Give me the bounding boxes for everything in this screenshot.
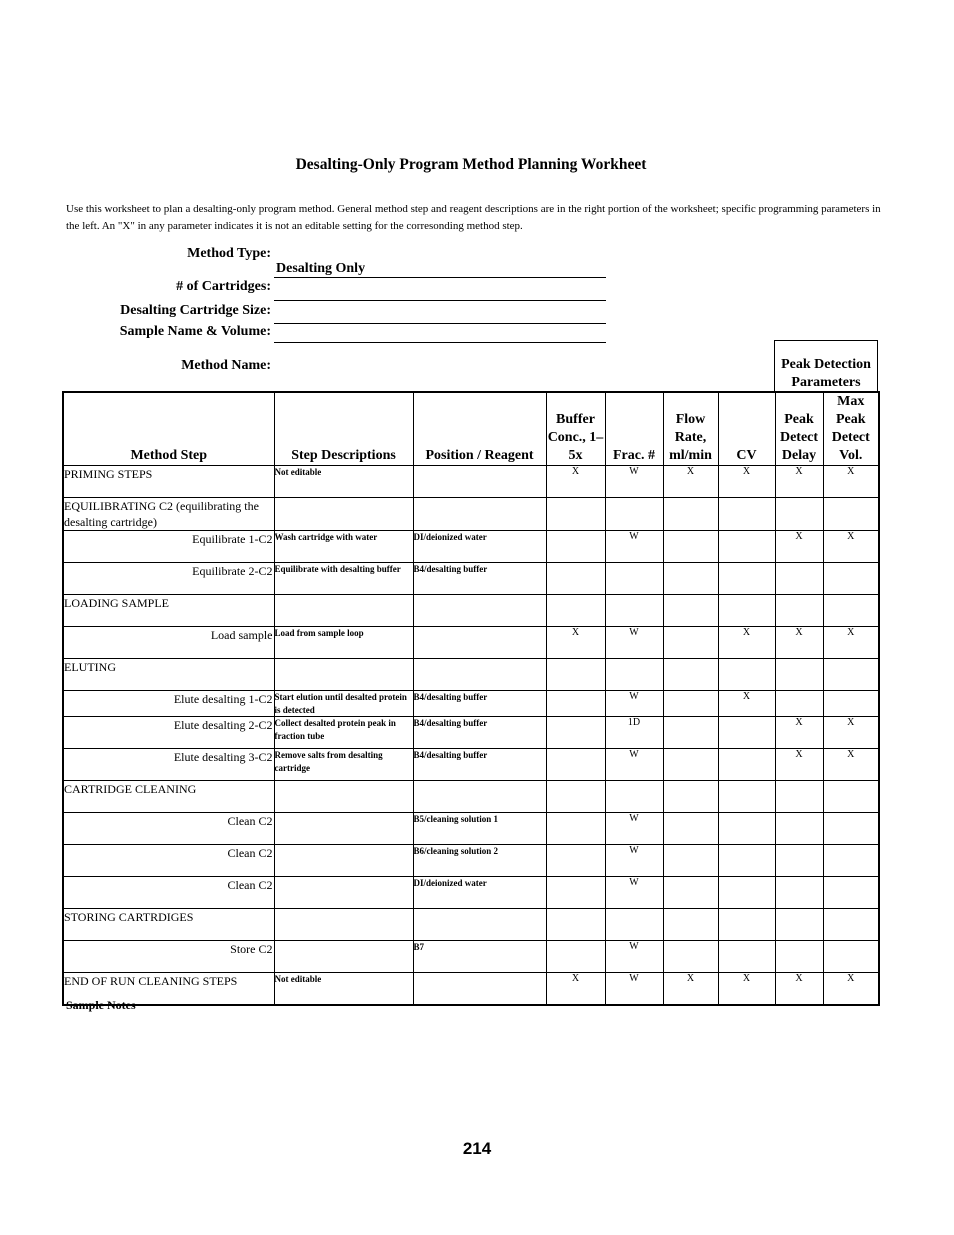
buffer-conc-cell[interactable] [546,877,605,909]
position-reagent-cell [413,909,546,941]
step-description-cell: Start elution until desalted protein is detected [274,691,413,717]
peak-detection-title: Peak Detection Parameters [781,357,871,390]
table-row [63,627,879,659]
page-number: 214 [462,1139,492,1158]
cv-cell[interactable] [718,595,775,627]
peak-delay-cell[interactable]: X [775,973,823,1005]
method-name-label: Method Name: [181,358,271,373]
cartridges-label: # of Cartridges: [176,279,271,294]
frac-cell[interactable]: W [605,691,663,717]
step-description-cell [274,659,413,691]
instructions-text: Use this worksheet to plan a desalting-only program method. General method step and reagent descriptions are in the right portion of the worksheet; specific programming parameters in the left. An "X" in any parameter indicates it is not an editable setting for the corresonding method step. [66,203,881,232]
method-step-cell: Elute desalting 3-C2 [63,749,274,781]
position-reagent-cell: B7 [413,941,546,973]
step-description-cell [274,877,413,909]
buffer-conc-cell[interactable]: X [546,627,605,659]
method-step-cell: Equilibrate 1-C2 [63,531,274,563]
step-description-cell [274,595,413,627]
cartridge-size-field[interactable] [274,305,606,324]
step-description-cell: Not editable [274,973,413,1005]
frac-cell[interactable]: W [605,749,663,781]
method-step-cell: Load sample [63,627,274,659]
position-reagent-cell: B4/desalting buffer [413,749,546,781]
cartridges-field[interactable] [274,282,606,301]
table-row [63,845,879,877]
step-description-cell [274,845,413,877]
max-peak-vol-cell[interactable]: X [823,973,879,1005]
table-row [63,498,879,531]
method-step-cell: Equilibrate 2-C2 [63,563,274,595]
flow-rate-cell[interactable] [663,909,718,941]
position-reagent-cell: DI/deionized water [413,531,546,563]
header-flow-rate: Flow Rate, ml/min [663,392,718,466]
header-position-reagent: Position / Reagent [413,392,546,466]
peak-delay-cell[interactable]: X [775,717,823,749]
frac-cell[interactable] [605,563,663,595]
flow-rate-cell[interactable] [663,659,718,691]
step-description-cell [274,498,413,531]
table-row [63,877,879,909]
flow-rate-cell[interactable] [663,717,718,749]
method-step-cell: LOADING SAMPLE [63,595,274,627]
peak-delay-cell[interactable] [775,595,823,627]
frac-cell[interactable] [605,498,663,531]
position-reagent-cell: B6/cleaning solution 2 [413,845,546,877]
table-row [63,749,879,781]
table-row [63,691,879,717]
method-step-cell: Clean C2 [63,813,274,845]
method-step-cell: END OF RUN CLEANING STEPS [63,973,274,1005]
table-row [63,781,879,813]
buffer-conc-cell[interactable] [546,845,605,877]
buffer-conc-cell[interactable] [546,498,605,531]
cv-cell[interactable] [718,909,775,941]
cv-cell[interactable] [718,717,775,749]
table-row [63,973,879,1005]
cv-cell[interactable] [718,941,775,973]
cv-cell[interactable] [718,781,775,813]
method-step-cell: EQUILIBRATING C2 (equilibrating the desalting cartridge) [63,498,274,531]
frac-cell[interactable]: W [605,466,663,498]
header-method-step: Method Step [63,392,274,466]
method-step-cell: Elute desalting 1-C2 [63,691,274,717]
max-peak-vol-cell[interactable] [823,595,879,627]
table-row [63,563,879,595]
table-row [63,717,879,749]
position-reagent-cell [413,627,546,659]
step-description-cell: Not editable [274,466,413,498]
method-step-cell: ELUTING [63,659,274,691]
max-peak-vol-cell[interactable] [823,941,879,973]
step-description-cell: Remove salts from desalting cartridge [274,749,413,781]
method-type-value: Desalting Only [276,261,366,276]
peak-delay-cell[interactable] [775,813,823,845]
max-peak-vol-cell[interactable]: X [823,466,879,498]
buffer-conc-cell[interactable] [546,813,605,845]
cv-cell[interactable] [718,659,775,691]
flow-rate-cell[interactable] [663,845,718,877]
flow-rate-cell[interactable] [663,627,718,659]
peak-delay-cell[interactable]: X [775,466,823,498]
header-frac: Frac. # [605,392,663,466]
step-description-cell: Collect desalted protein peak in fraction tube [274,717,413,749]
method-step-cell: Clean C2 [63,877,274,909]
peak-delay-cell[interactable] [775,781,823,813]
table-row [63,659,879,691]
buffer-conc-cell[interactable] [546,781,605,813]
max-peak-vol-cell[interactable] [823,909,879,941]
cv-cell[interactable]: X [718,973,775,1005]
step-description-cell [274,781,413,813]
max-peak-vol-cell[interactable] [823,659,879,691]
cartridge-size-label: Desalting Cartridge Size: [120,303,271,318]
flow-rate-cell[interactable] [663,749,718,781]
buffer-conc-cell[interactable] [546,595,605,627]
flow-rate-cell[interactable] [663,941,718,973]
buffer-conc-cell[interactable] [546,531,605,563]
frac-cell[interactable] [605,909,663,941]
frac-cell[interactable]: W [605,877,663,909]
buffer-conc-cell[interactable] [546,749,605,781]
step-description-cell: Equilibrate with desalting buffer [274,563,413,595]
max-peak-vol-cell[interactable] [823,877,879,909]
step-description-cell [274,909,413,941]
frac-cell[interactable] [605,595,663,627]
buffer-conc-cell[interactable] [546,909,605,941]
max-peak-vol-cell[interactable] [823,563,879,595]
flow-rate-cell[interactable] [663,563,718,595]
max-peak-vol-cell[interactable] [823,781,879,813]
peak-delay-cell[interactable]: X [775,627,823,659]
peak-delay-cell[interactable] [775,659,823,691]
step-description-cell [274,941,413,973]
cv-cell[interactable]: X [718,466,775,498]
header-max-peak-detect-vol: Max Peak Detect Vol. [823,392,879,466]
cv-cell[interactable] [718,845,775,877]
cv-cell[interactable]: X [718,691,775,717]
flow-rate-cell[interactable] [663,691,718,717]
buffer-conc-cell[interactable]: X [546,466,605,498]
buffer-conc-cell[interactable] [546,717,605,749]
step-description-cell: Load from sample loop [274,627,413,659]
buffer-conc-cell[interactable] [546,659,605,691]
table-row [63,813,879,845]
flow-rate-cell[interactable] [663,498,718,531]
flow-rate-cell[interactable] [663,781,718,813]
frac-cell[interactable]: 1D [605,717,663,749]
frac-cell[interactable]: W [605,941,663,973]
max-peak-vol-cell[interactable] [823,845,879,877]
cv-cell[interactable] [718,563,775,595]
header-peak-detect-delay: Peak Detect Delay [775,392,823,466]
method-step-cell: Clean C2 [63,845,274,877]
sample-name-volume-label: Sample Name & Volume: [119,324,271,339]
peak-delay-cell[interactable]: X [775,531,823,563]
max-peak-vol-cell[interactable] [823,691,879,717]
position-reagent-cell: B4/desalting buffer [413,563,546,595]
buffer-conc-cell[interactable] [546,691,605,717]
table-row [63,466,879,498]
peak-delay-cell[interactable] [775,909,823,941]
method-step-cell: PRIMING STEPS [63,466,274,498]
cv-cell[interactable]: X [718,627,775,659]
step-description-cell: Wash cartridge with water [274,531,413,563]
cv-cell[interactable] [718,531,775,563]
frac-cell[interactable]: W [605,973,663,1005]
sample-name-volume-field[interactable] [274,324,606,343]
frac-cell[interactable] [605,781,663,813]
peak-delay-cell[interactable] [775,845,823,877]
method-step-cell: Elute desalting 2-C2 [63,717,274,749]
buffer-conc-cell[interactable] [546,941,605,973]
buffer-conc-cell[interactable]: X [546,973,605,1005]
method-planning-table [62,391,880,1006]
position-reagent-cell [413,498,546,531]
flow-rate-cell[interactable] [663,813,718,845]
method-type-label: Method Type: [187,246,271,261]
method-step-cell: CARTRIDGE CLEANING [63,781,274,813]
sample-notes-label: Sample Notes [66,998,136,1012]
frac-cell[interactable]: W [605,845,663,877]
cv-cell[interactable] [718,498,775,531]
frac-cell[interactable]: W [605,531,663,563]
position-reagent-cell [413,973,546,1005]
cv-cell[interactable] [718,813,775,845]
cv-cell[interactable] [718,877,775,909]
peak-delay-cell[interactable] [775,877,823,909]
table-row [63,595,879,627]
header-step-descriptions: Step Descriptions [274,392,413,466]
method-type-field[interactable] [274,259,606,278]
max-peak-vol-cell[interactable] [823,813,879,845]
frac-cell[interactable]: W [605,627,663,659]
max-peak-vol-cell[interactable]: X [823,531,879,563]
peak-delay-cell[interactable]: X [775,749,823,781]
step-description-cell [274,813,413,845]
header-buffer-conc: Buffer Conc., 1–5x [546,392,605,466]
header-cv: CV [718,392,775,466]
flow-rate-cell[interactable]: X [663,466,718,498]
max-peak-vol-cell[interactable]: X [823,627,879,659]
max-peak-vol-cell[interactable]: X [823,717,879,749]
method-step-cell: Store C2 [63,941,274,973]
flow-rate-cell[interactable] [663,877,718,909]
peak-delay-cell[interactable] [775,691,823,717]
max-peak-vol-cell[interactable] [823,498,879,531]
position-reagent-cell: B4/desalting buffer [413,691,546,717]
worksheet-title: Desalting-Only Program Method Planning Workheet [295,156,647,173]
position-reagent-cell [413,466,546,498]
table-row [63,909,879,941]
flow-rate-cell[interactable] [663,595,718,627]
table-row [63,531,879,563]
max-peak-vol-cell[interactable]: X [823,749,879,781]
position-reagent-cell [413,659,546,691]
position-reagent-cell [413,595,546,627]
frac-cell[interactable] [605,659,663,691]
position-reagent-cell: DI/deionized water [413,877,546,909]
peak-delay-cell[interactable] [775,941,823,973]
peak-delay-cell[interactable] [775,563,823,595]
flow-rate-cell[interactable] [663,531,718,563]
position-reagent-cell [413,781,546,813]
cv-cell[interactable] [718,749,775,781]
peak-delay-cell[interactable] [775,498,823,531]
method-step-cell: STORING CARTRDIGES [63,909,274,941]
flow-rate-cell[interactable]: X [663,973,718,1005]
position-reagent-cell: B4/desalting buffer [413,717,546,749]
frac-cell[interactable]: W [605,813,663,845]
buffer-conc-cell[interactable] [546,563,605,595]
position-reagent-cell: B5/cleaning solution 1 [413,813,546,845]
table-row [63,941,879,973]
